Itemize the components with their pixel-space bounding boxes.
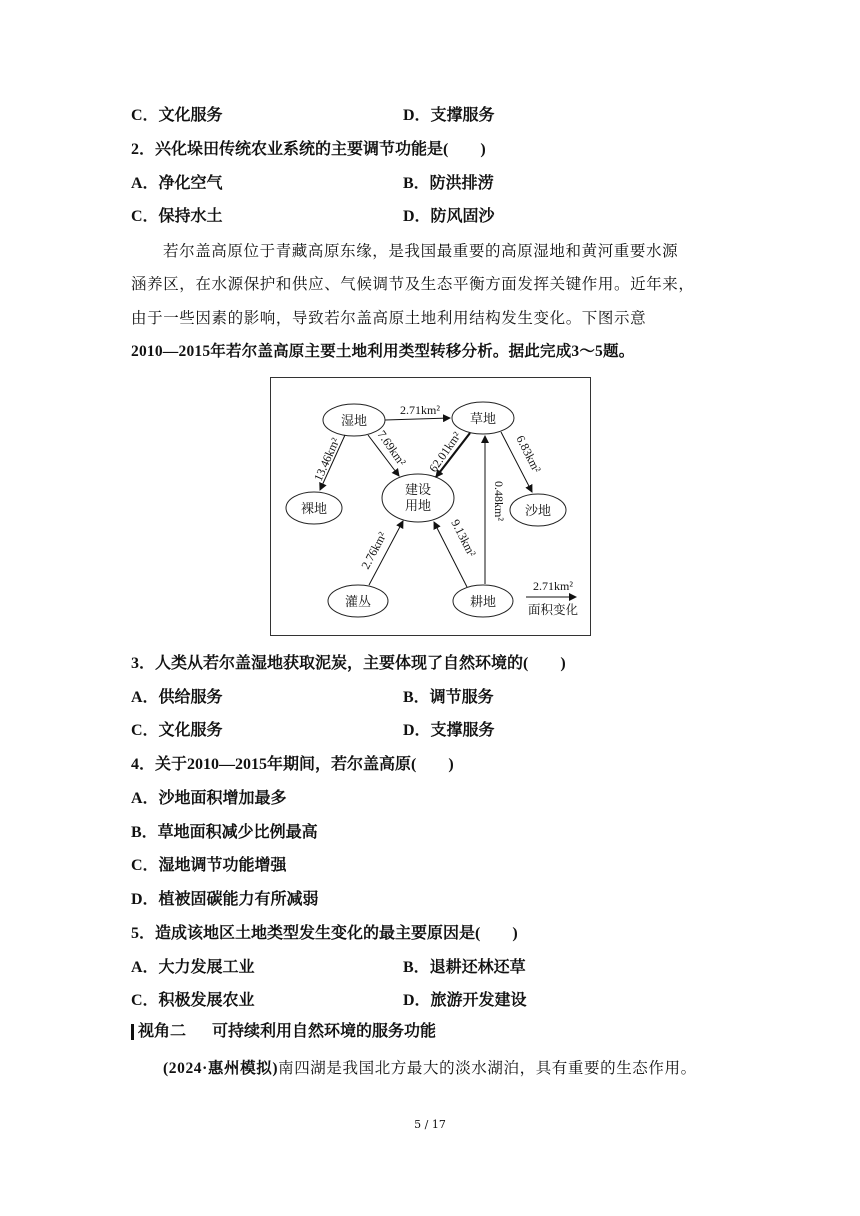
q5-option-b: B．退耕还林还草: [403, 959, 526, 976]
question-3-stem: 3．人类从若尔盖湿地获取泥炭，主要体现了自然环境的( ): [131, 655, 566, 672]
legend-label: 面积变化: [528, 603, 579, 617]
construction-label-1: 建设: [404, 482, 432, 497]
passage-line: 涵养区，在水源保护和供应、气候调节及生态平衡方面发挥关键作用。近年来，: [131, 275, 695, 293]
land-use-transfer-diagram: [270, 377, 591, 636]
grassland-label: 草地: [469, 411, 497, 426]
flow-label-wetland-bare: 13.46km²: [310, 435, 343, 484]
q4-option-a: A．沙地面积增加最多: [131, 790, 287, 807]
q4-option-c: C．湿地调节功能增强: [131, 857, 287, 874]
passage-line: 若尔盖高原位于青藏高原东缘，是我国最重要的高原湿地和黄河重要水源: [163, 242, 679, 260]
flow-label-wetland-construction: 7.69km²: [374, 427, 409, 469]
shrub-label: 灌丛: [344, 594, 372, 609]
passage-line: 2010—2015年若尔盖高原主要土地利用类型转移分析。据此完成3～5题。: [131, 343, 635, 360]
q3-option-a: A．供给服务: [131, 689, 223, 706]
bare-label: 裸地: [300, 501, 328, 516]
passage-2: [163, 1058, 697, 1079]
q2-option-d: D．防风固沙: [403, 208, 495, 225]
passage-line: 由于一些因素的影响，导致若尔盖高原土地利用结构发生变化。下图示意: [131, 309, 647, 327]
flow-label-farmland-construction: 9.13km²: [448, 517, 479, 559]
q3-option-c: C．文化服务: [131, 722, 223, 739]
q3-option-b: B．调节服务: [403, 689, 494, 706]
q3-option-d: D．支撑服务: [403, 722, 495, 739]
section-title: 视角二: [138, 1023, 187, 1040]
q2-option-a: A．净化空气: [131, 175, 223, 192]
wetland-label: 湿地: [340, 413, 368, 428]
q4-option-d: D．植被固碳能力有所减弱: [131, 891, 319, 908]
question-4-stem: 4．关于2010—2015年期间，若尔盖高原( ): [131, 756, 454, 773]
flow-label-grassland-construction: 62.01km²: [425, 429, 464, 475]
section-subtitle: 可持续利用自然环境的服务功能: [212, 1023, 437, 1040]
section-marker: [131, 1024, 134, 1040]
sand-label: 沙地: [524, 503, 552, 518]
farmland-label: 耕地: [469, 594, 497, 609]
flow-label-shrub-construction: 2.76km²: [358, 529, 390, 572]
option-d: D．支撑服务: [403, 107, 495, 124]
q5-option-a: A．大力发展工业: [131, 959, 255, 976]
question-2-stem: 2．兴化垛田传统农业系统的主要调节功能是( ): [131, 141, 486, 158]
legend-value: 2.71km²: [533, 579, 573, 593]
arrow-wetland-grassland: [385, 418, 450, 420]
q2-option-b: B．防洪排涝: [403, 175, 494, 192]
flow-label-farmland-grassland: 0.48km²: [492, 481, 506, 521]
q5-option-c: C．积极发展农业: [131, 992, 255, 1009]
q4-option-b: B．草地面积减少比例最高: [131, 824, 318, 841]
question-5-stem: 5．造成该地区土地类型发生变化的最主要原因是( ): [131, 925, 518, 942]
page-number: 5 / 17: [414, 1118, 446, 1131]
passage-2-source: (2024·惠州模拟): [163, 1060, 279, 1077]
flow-label-grassland-sand: 6.83km²: [513, 433, 544, 475]
q2-option-c: C．保持水土: [131, 208, 223, 225]
passage-2-text: 南四湖是我国北方最大的淡水湖泊，具有重要的生态作用。: [278, 1059, 697, 1077]
construction-label-2: 用地: [404, 498, 432, 513]
flow-label-wetland-grassland: 2.71km²: [400, 403, 440, 417]
option-c: C．文化服务: [131, 107, 223, 124]
q5-option-d: D．旅游开发建设: [403, 992, 527, 1009]
